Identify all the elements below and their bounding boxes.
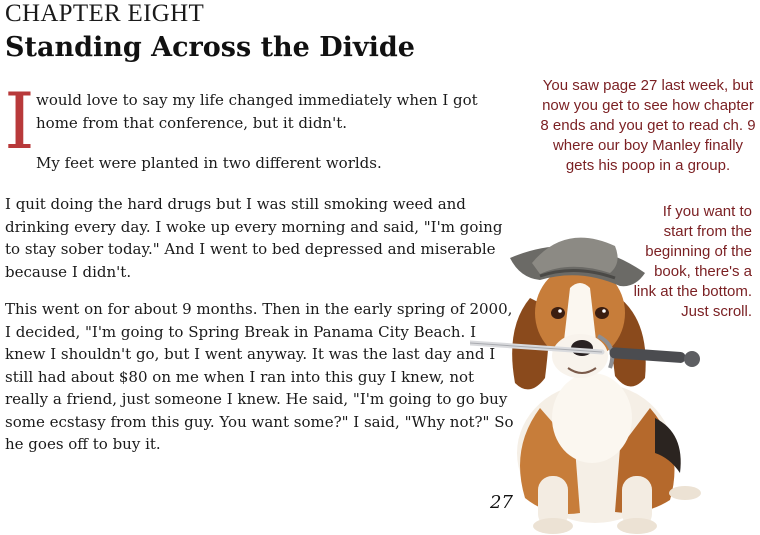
- paragraph-3: I quit doing the hard drugs but I was still smoking weed and drinking every day. I woke up every morning and said, "I'm going to stay sober today." And I went to bed depressed and miserable because I didn't.: [5, 195, 503, 281]
- beagle-pirate-dog-icon: [470, 218, 720, 535]
- page-number: 27: [490, 492, 513, 513]
- drop-cap-letter: I: [4, 77, 35, 167]
- chapter-title: Standing Across the Divide: [5, 32, 415, 63]
- paragraph-4: This went on for about 9 months. Then in the early spring of 2000, I decided, "I'm going to Spring Break in Panama City Beach. I knew I shouldn't go, but I went anyway. It was the last day and I still had about $80 on me when I ran into this guy I knew, not really a friend, just someone I knew. He said, "I'm going to go buy some ecstasy from this guy. You want some?" I said, "Why not?" So he goes off to buy it.: [5, 300, 514, 453]
- chapter-label: CHAPTER EIGHT: [5, 0, 205, 27]
- paragraph-2: My feet were planted in two different worlds.: [36, 154, 382, 172]
- paragraph-1: would love to say my life changed immediately when I got home from that conference, but it didn't.: [36, 91, 478, 132]
- side-note-2: If you want to start from the beginning of the book, there's a link at the bottom. Just scroll.: [633, 203, 752, 320]
- side-note-1: You saw page 27 last week, but now you get to see how chapter 8 ends and you get to read ch. 9 where our boy Manley finally gets his poop in a group.: [540, 77, 756, 174]
